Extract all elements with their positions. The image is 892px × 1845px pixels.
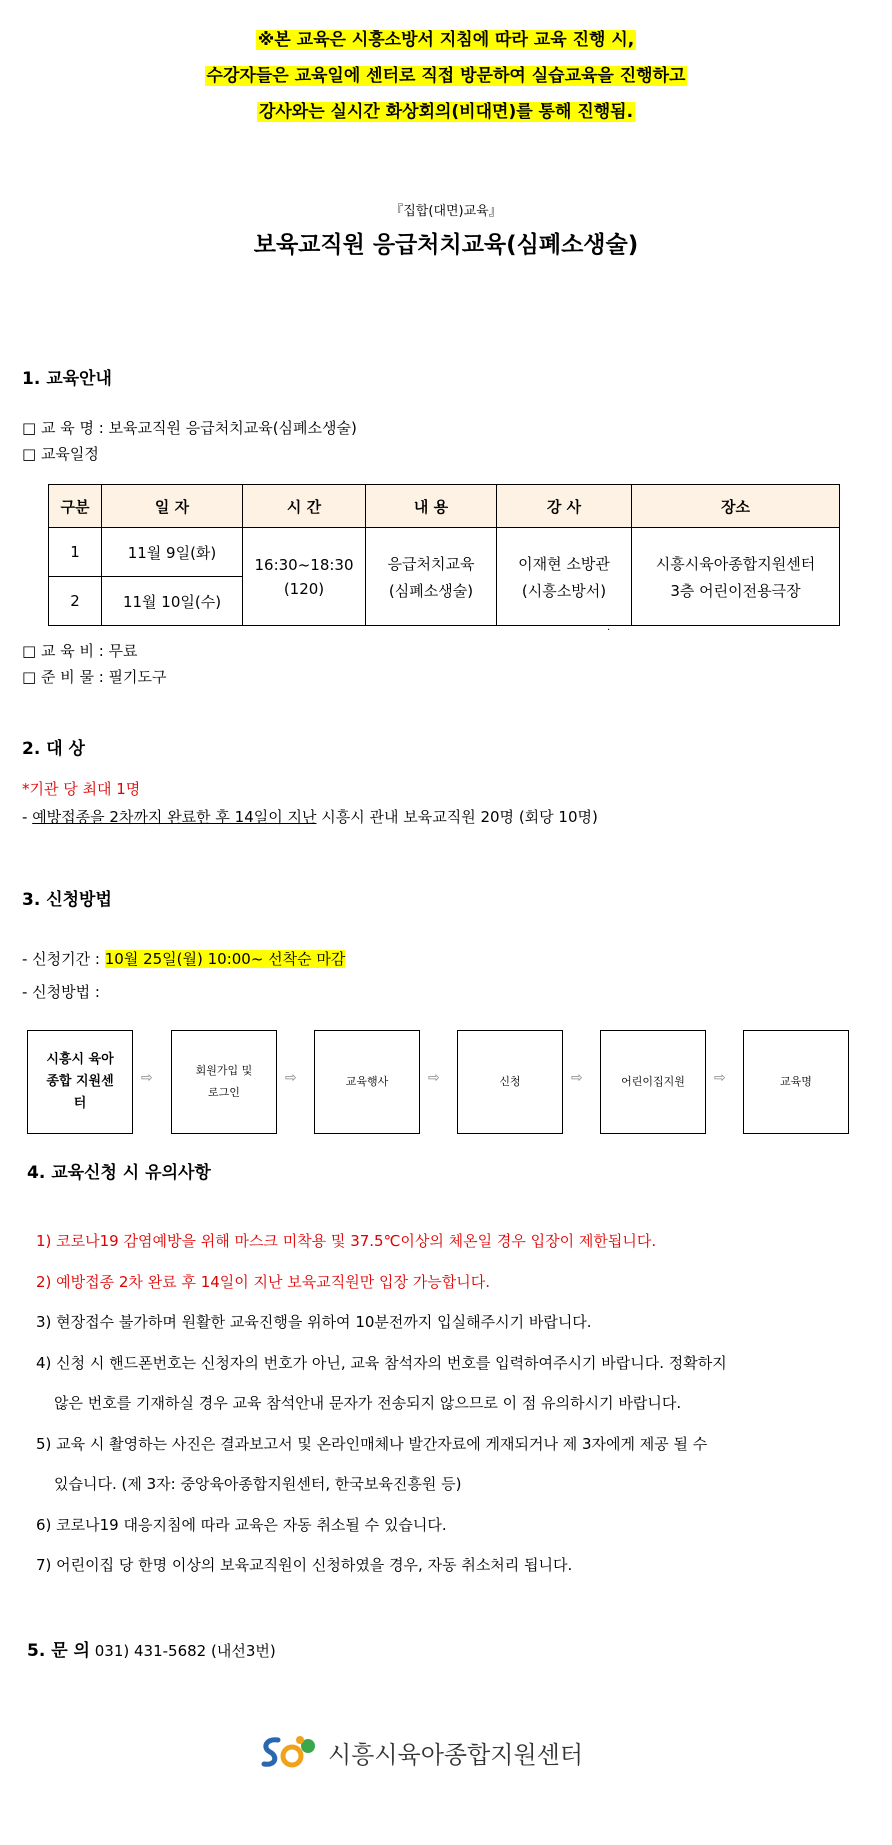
time-cell <box>243 528 366 626</box>
period-label: - 신청기간 : <box>22 950 105 968</box>
col-header: 내 용 <box>366 485 497 528</box>
section-5-heading: 5. 문 의 <box>27 1641 90 1661</box>
center-logo <box>258 1732 583 1772</box>
col-header: 구분 <box>49 485 102 528</box>
row-number: 2 <box>49 577 102 626</box>
place-name: 시흥시육아종합지원센터 <box>655 554 816 573</box>
arrow-right-icon: ⇨ <box>428 1070 440 1086</box>
row-number: 1 <box>49 528 102 577</box>
prep-line: □ 준 비 물 : 필기도구 <box>22 668 167 686</box>
note-item: 6) 코로나19 대응지침에 따라 교육은 자동 취소될 수 있습니다. <box>36 1516 447 1534</box>
col-header: 장소 <box>632 485 840 528</box>
flow-step-label: 교육행사 <box>345 1075 389 1088</box>
col-header: 강 사 <box>497 485 632 528</box>
target-rest: 시흥시 관내 보육교직원 20명 (회당 10명) <box>316 808 598 826</box>
flow-step <box>457 1030 563 1134</box>
section-3-heading: 3. 신청방법 <box>22 890 112 910</box>
arrow-right-icon: ⇨ <box>714 1070 726 1086</box>
schedule-line: □ 교육일정 <box>22 445 99 463</box>
flow-step-label: 교육명 <box>780 1075 812 1088</box>
flow-step-label: 신청 <box>499 1075 521 1088</box>
flow-step-label: 회원가입 및 로그인 <box>195 1064 253 1099</box>
col-header: 시 간 <box>243 485 366 528</box>
row-date: 11월 9일(화) <box>102 528 243 577</box>
arrow-right-icon: ⇨ <box>285 1070 297 1086</box>
place-cell <box>632 528 840 626</box>
target-line <box>22 806 598 827</box>
note-item: 않은 번호를 기재하실 경우 교육 참석안내 문자가 전송되지 않으므로 이 점 유의하시기 바랍니다. <box>54 1394 682 1412</box>
notice-line-3: 강사와는 실시간 화상회의(비대면)를 통해 진행됨. <box>258 102 634 122</box>
target-condition: 예방접종을 2차까지 완료한 후 14일이 지난 <box>32 808 317 826</box>
page-subtitle: 『집합(대면)교육』 <box>390 204 502 219</box>
contact-number: 031) 431-5682 (내선3번) <box>94 1642 276 1660</box>
dash: - <box>22 808 33 826</box>
section-4-heading: 4. 교육신청 시 유의사항 <box>27 1163 211 1183</box>
notice-banner <box>0 22 892 130</box>
flow-step <box>314 1030 420 1134</box>
note-item: 4) 신청 시 핸드폰번호는 신청자의 번호가 아닌, 교육 참석자의 번호를 입력하여주시기 바랍니다. 정확하지 <box>36 1354 727 1372</box>
instructor-org: (시흥소방서) <box>521 581 607 600</box>
period-value: 10월 25일(월) 10:00~ 선착순 마감 <box>104 950 346 968</box>
stray-dot: . <box>607 622 611 633</box>
row-date: 11월 10일(수) <box>102 577 243 626</box>
apply-flow <box>27 1030 867 1134</box>
note-item: 2) 예방접종 2차 완료 후 14일이 지난 보육교직원만 입장 가능합니다. <box>36 1273 490 1291</box>
section-2-heading: 2. 대 상 <box>22 739 85 759</box>
note-item: 1) 코로나19 감염예방을 위해 마스크 미착용 및 37.5℃이상의 체온일 경우 입장이 제한됩니다. <box>36 1232 657 1250</box>
schedule-table <box>48 484 840 626</box>
note-item: 3) 현장접수 불가하며 원활한 교육진행을 위하여 10분전까지 입실해주시기 바랍니다. <box>36 1313 592 1331</box>
flow-step-label: 어린이집지원 <box>621 1075 685 1088</box>
page-title: 보육교직원 응급처치교육(심폐소생술) <box>253 232 639 258</box>
fee-line: □ 교 육 비 : 무료 <box>22 642 138 660</box>
contact-line <box>27 1636 276 1661</box>
content-title: 응급처치교육 <box>387 554 475 573</box>
flow-step <box>743 1030 849 1134</box>
period-line <box>22 948 345 969</box>
place-room: 3층 어린이전용극장 <box>670 581 801 600</box>
notice-line-1: ※본 교육은 시흥소방서 지침에 따라 교육 진행 시, <box>257 30 635 50</box>
arrow-right-icon: ⇨ <box>141 1070 153 1086</box>
content-cell <box>366 528 497 626</box>
flow-step <box>600 1030 706 1134</box>
content-sub: (심폐소생술) <box>388 581 474 600</box>
col-header: 일 자 <box>102 485 243 528</box>
table-header-row <box>49 485 840 528</box>
time-duration: (120) <box>283 579 325 598</box>
flow-step-label: 시흥시 육아종합 지원센터 <box>46 1052 114 1111</box>
logo-mark-icon <box>258 1732 320 1772</box>
course-name-line: □ 교 육 명 : 보육교직원 응급처치교육(심폐소생술) <box>22 419 357 437</box>
instructor-cell <box>497 528 632 626</box>
section-1-heading: 1. 교육안내 <box>22 369 112 389</box>
note-item: 7) 어린이집 당 한명 이상의 보육교직원이 신청하였을 경우, 자동 취소처리 됩니다. <box>36 1556 573 1574</box>
logo-text: 시흥시육아종합지원센터 <box>328 1740 584 1769</box>
time-value: 16:30~18:30 <box>254 555 354 574</box>
flow-step <box>27 1030 133 1134</box>
flow-step <box>171 1030 277 1134</box>
instructor-name: 이재현 소방관 <box>518 554 610 573</box>
method-line: - 신청방법 : <box>22 983 100 1001</box>
notice-line-2: 수강자들은 교육일에 센터로 직접 방문하여 실습교육을 진행하고 <box>206 66 686 86</box>
table-row <box>49 528 840 577</box>
limit-line: *기관 당 최대 1명 <box>22 780 141 798</box>
arrow-right-icon: ⇨ <box>571 1070 583 1086</box>
note-item: 있습니다. (제 3자: 중앙육아종합지원센터, 한국보육진흥원 등) <box>54 1475 462 1493</box>
note-item: 5) 교육 시 촬영하는 사진은 결과보고서 및 온라인매체나 발간자료에 게재되거나 제 3자에게 제공 될 수 <box>36 1435 708 1453</box>
